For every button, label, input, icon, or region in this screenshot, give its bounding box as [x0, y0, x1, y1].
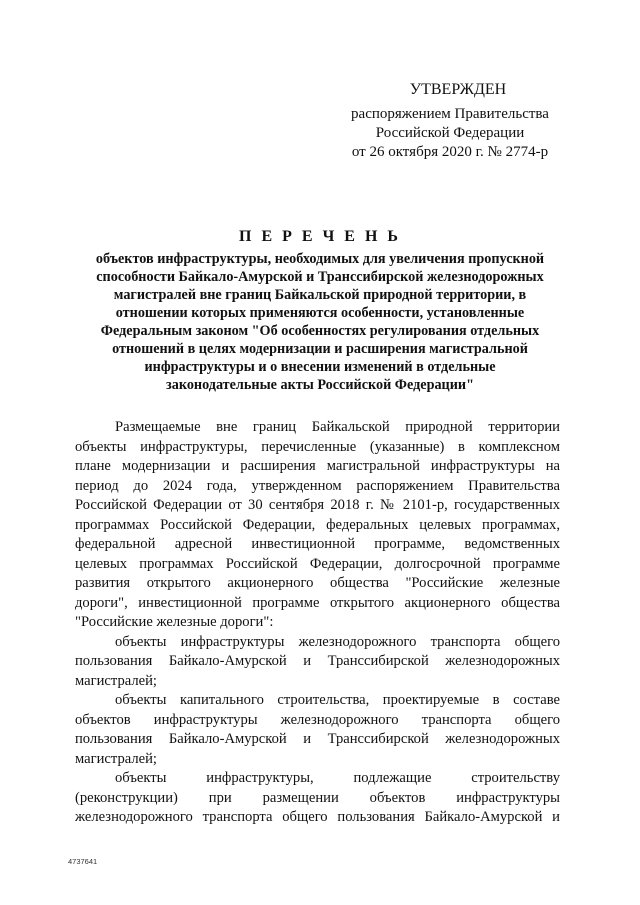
body-line: (реконструкции) при размещении объектов инфраструктуры: [75, 789, 560, 806]
body-line: объектов инфраструктуры железнодорожного транспорта общего: [75, 711, 560, 728]
subtitle-line: магистралей вне границ Байкальской природной территории, в: [113, 287, 527, 303]
approval-line: распоряжением Правительства: [351, 106, 549, 122]
body-line: период до 2024 года, утвержденном распоряжением Правительства: [75, 477, 560, 494]
body-line: развития открытого акционерного общества "Российские железные: [75, 575, 560, 591]
body-line: магистралей;: [75, 672, 157, 689]
body-line: пользования Байкало-Амурской и Транссибирской железнодорожных: [75, 653, 560, 669]
approval-heading: УТВЕРЖДЕН: [409, 81, 507, 98]
subtitle-line: инфраструктуры и о внесении изменений в отдельные: [144, 359, 496, 375]
body-line: целевых программах Российской Федерации, долгосрочной программе: [75, 555, 560, 572]
document-body: [75, 418, 560, 828]
body-line: пользования Байкало-Амурской и Транссибирской железнодорожных: [75, 731, 560, 747]
document-title: П Е Р Е Ч Е Н Ь: [239, 228, 401, 245]
body-line: федеральной адресной инвестиционной программе, ведомственных: [75, 536, 560, 552]
subtitle-line: Федеральным законом "Об особенностях регулирования отдельных: [100, 323, 540, 339]
body-line: дороги", инвестиционной программе открытого акционерного общества: [75, 594, 560, 611]
document-subtitle: [78, 250, 562, 394]
body-line: магистралей;: [75, 750, 157, 767]
body-line: железнодорожного транспорта общего пользования Байкало-Амурской и: [75, 809, 560, 825]
subtitle-line: законодательные акты Российской Федерации": [166, 377, 474, 393]
body-line: объекты инфраструктуры, перечисленные (указанные) в комплексном: [75, 438, 560, 455]
subtitle-line: отношений в целях модернизации и расширения магистральной: [112, 341, 528, 357]
body-paragraph: [75, 769, 560, 828]
body-line: Российской Федерации от 30 сентября 2018 г. № 2101-р, государственных: [75, 497, 560, 513]
approval-block: [330, 80, 570, 162]
body-paragraph: [75, 691, 560, 769]
document-code: 4737641: [68, 857, 98, 866]
approval-line: от 26 октября 2020 г. № 2774-р: [351, 144, 549, 160]
body-line: объекты капитального строительства, проектируемые в составе: [115, 692, 560, 708]
body-paragraph: [75, 633, 560, 692]
subtitle-line: объектов инфраструктуры, необходимых для увеличения пропускной: [95, 251, 545, 267]
subtitle-line: отношении которых применяются особенности, установленные: [115, 305, 525, 321]
body-paragraph: [75, 418, 560, 633]
body-line: объекты инфраструктуры, подлежащие строительству: [115, 770, 560, 786]
approval-line: Российской Федерации: [375, 125, 525, 141]
body-line: "Российские железные дороги":: [75, 614, 274, 630]
body-line: плане модернизации и расширения магистральной инфраструктуры на: [75, 458, 560, 474]
body-line: объекты инфраструктуры железнодорожного транспорта общего: [115, 633, 560, 650]
subtitle-line: способности Байкало-Амурской и Транссибирской железнодорожных: [96, 269, 544, 285]
body-line: Размещаемые вне границ Байкальской природной территории: [115, 419, 560, 435]
body-line: программах Российской Федерации, федеральных целевых программах,: [75, 516, 560, 533]
